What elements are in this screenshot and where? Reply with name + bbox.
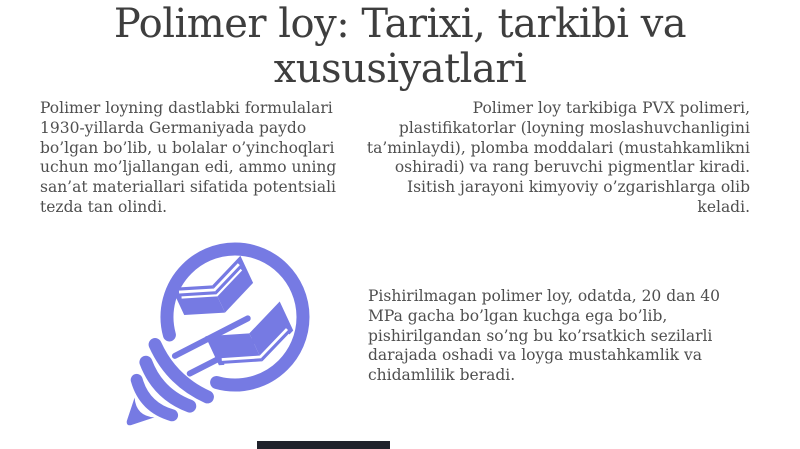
paragraph-composition: Polimer loy tarkibiga PVX polimeri, plastifikatorlar (loyning moslashuvchanligini ta’minlaydi), plomba moddalari (mustahkamlikni oshiradi) va rang beruvchi pigmentlar kiradi. Isitish jarayoni kimyoviy o’zgarishlarga olib keladi. (366, 99, 750, 216)
paragraph-history: Polimer loyning dastlabki formulalari 1930-yillarda Germaniyada paydo bo’lgan bo’lib, u bolalar o’yinchoqlari uchun mo’ljallangan edi, ammo uning san’at materiallari sifatida potentsiali tezda tan olindi. (40, 99, 337, 216)
bulb-body (79, 224, 331, 444)
bottom-bar (257, 441, 390, 449)
lightbulb-with-books-icon (74, 224, 348, 444)
page-title: Polimer loy: Tarixi, tarkibi va xususiyatlari (113, 1, 687, 92)
paragraph-strength: Pishirilmagan polimer loy, odatda, 20 dan 40 MPa gacha bo’lgan kuchga ega bo’lib, pishirilgandan so’ng bu ko’rsatkich sezilarli darajada oshadi va loyga mustahkamlik va chidamlilik beradi. (368, 287, 721, 385)
illustration-container (74, 224, 348, 444)
